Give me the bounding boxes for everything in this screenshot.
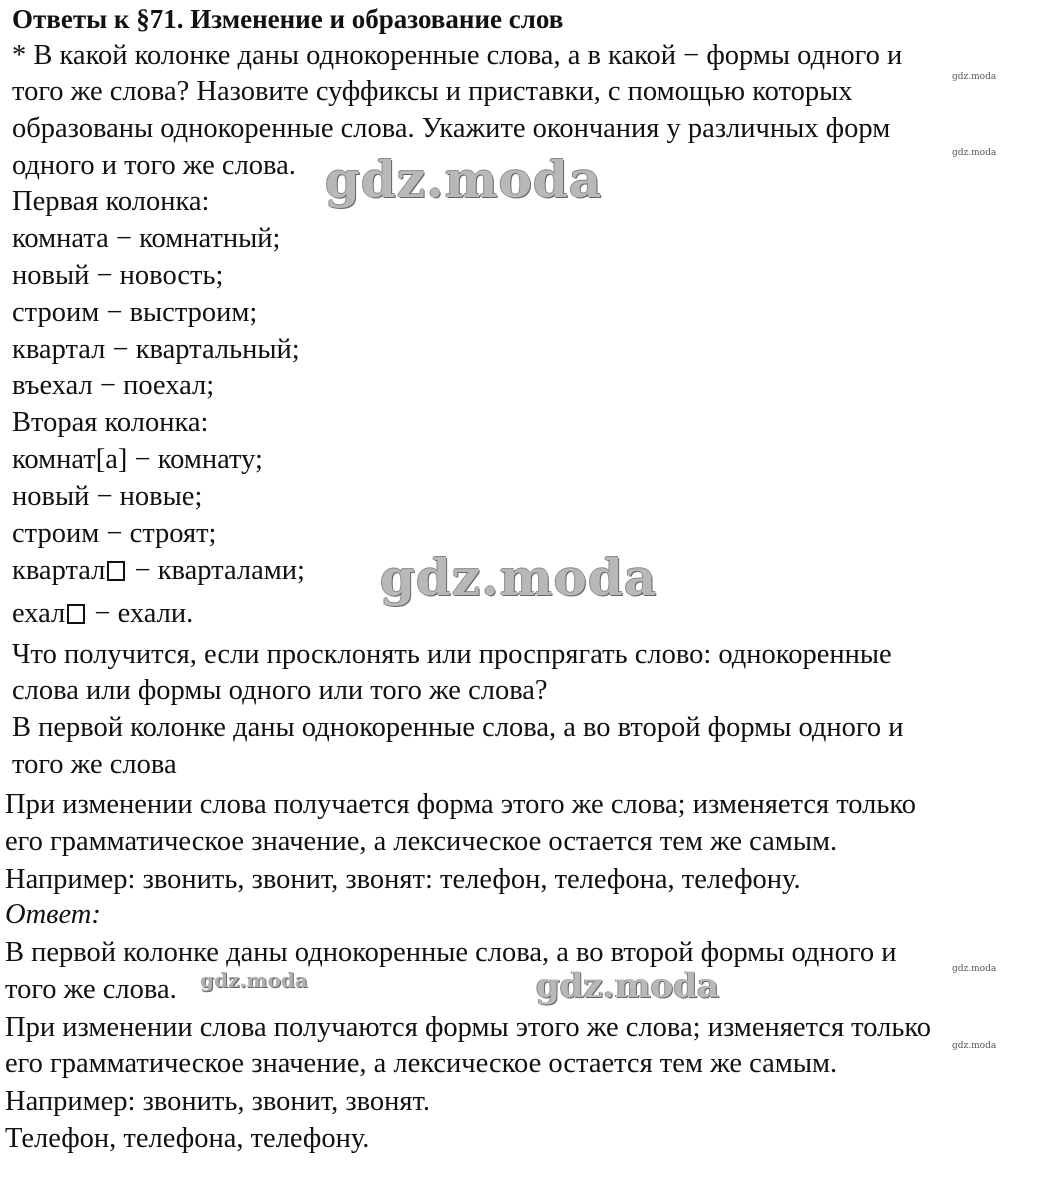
- word-form: − ехали.: [87, 598, 194, 629]
- explanation-line: его грамматическое значение, а лексическое остается тем же самым.: [5, 826, 838, 857]
- answer-label: Ответ:: [5, 899, 101, 930]
- explanation-line: При изменении слова получается форма этого же слова; изменяется только: [5, 789, 917, 820]
- second-column-item: [12, 553, 305, 589]
- second-column-heading: Вторая колонка:: [12, 407, 209, 438]
- first-column-item: комната − комнатный;: [12, 223, 281, 254]
- first-column-item: въехал − поехал;: [12, 370, 215, 401]
- first-column-item: строим − выстроим;: [12, 297, 258, 328]
- explanation-line: того же слова: [12, 749, 177, 780]
- second-column-item: строим − строят;: [12, 518, 217, 549]
- word-stem: ехал: [12, 598, 66, 629]
- watermark-small-text: gdz.moda: [952, 964, 997, 974]
- watermark-logo: gdz.moda: [380, 548, 658, 607]
- question-line-2: того же слова? Назовите суффиксы и приставки, с помощью которых: [12, 76, 853, 107]
- answer-line: При изменении слова получаются формы этого же слова; изменяется только: [5, 1012, 931, 1043]
- explanation-line: В первой колонке даны однокоренные слова, а во второй формы одного и: [12, 712, 904, 743]
- answer-line: его грамматическое значение, а лексическое остается тем же самым.: [5, 1048, 838, 1079]
- question-line-3: образованы однокоренные слова. Укажите окончания у различных форм: [12, 113, 891, 144]
- question-line-5: Что получится, если просклонять или проспрягать слово: однокоренные: [12, 639, 892, 670]
- watermark-logo: gdz.moda: [200, 968, 308, 992]
- watermark-small-text: gdz.moda: [952, 72, 997, 82]
- answer-line: Телефон, телефона, телефону.: [5, 1123, 370, 1154]
- second-column-item: новый − новые;: [12, 481, 203, 512]
- watermark-small-text: gdz.moda: [952, 1041, 997, 1051]
- watermark-logo: gdz.moda: [325, 150, 603, 209]
- watermark-logo: gdz.moda: [536, 966, 720, 1006]
- second-column-item: [12, 596, 193, 632]
- word-form: − кварталами;: [127, 555, 305, 586]
- watermark-small-text: gdz.moda: [952, 148, 997, 158]
- question-line-1: * В какой колонке даны однокоренные слова, а в какой − формы одного и: [12, 40, 903, 71]
- word-stem: квартал: [12, 555, 106, 586]
- answer-line: того же слова.: [5, 974, 177, 1005]
- zero-ending-box: [107, 561, 125, 581]
- explanation-line: Например: звонить, звонит, звонят: телефон, телефона, телефону.: [5, 864, 801, 895]
- first-column-item: квартал − квартальный;: [12, 334, 300, 365]
- second-column-item: комнат[а] − комнату;: [12, 444, 263, 475]
- answer-line: Например: звонить, звонит, звонят.: [5, 1086, 430, 1117]
- page-title: Ответы к §71. Изменение и образование слов: [12, 4, 564, 34]
- answer-line: В первой колонке даны однокоренные слова, а во второй формы одного и: [5, 937, 897, 968]
- first-column-item: новый − новость;: [12, 260, 224, 291]
- question-line-6: слова или формы одного или того же слова?: [12, 675, 548, 706]
- question-line-4: одного и того же слова.: [12, 150, 296, 181]
- first-column-heading: Первая колонка:: [12, 186, 210, 217]
- zero-ending-box: [67, 604, 85, 624]
